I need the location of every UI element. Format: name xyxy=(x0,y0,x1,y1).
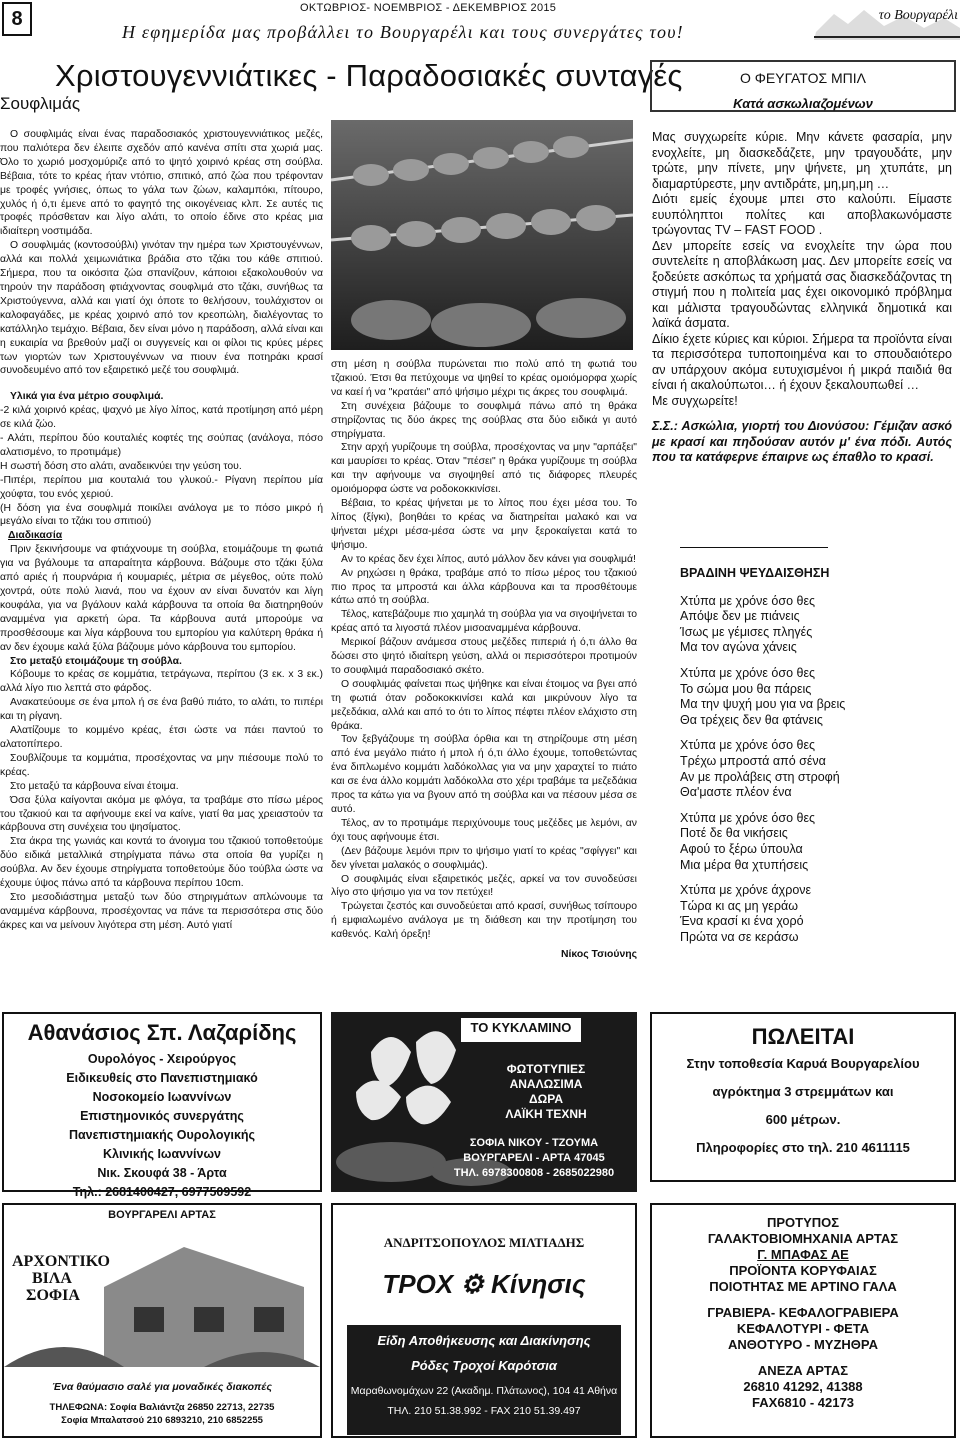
hotel-name: ΑΡΧΟΝΤΙΚΟ xyxy=(12,1253,110,1270)
poem-line: Τώρα κι ας μη γεράω xyxy=(680,898,798,913)
issue-date: ΟΚΤΩΒΡΙΟΣ- ΝΟΕΜΒΡΙΟΣ - ΔΕΚΕΜΒΡΙΟΣ 2015 xyxy=(300,2,557,14)
ad-troxkinisis xyxy=(331,1203,637,1438)
paragraph: Μας συγχωρείτε κύριε. Μην κάνετε φασαρία, μην ενοχλείτε, μη διασκεδάζετε, μην τραγουδάτε, μην τρώτε, μην πίνετε, μην ψήνετε, μη χτυπάτε, μη διαμαρτύρεστε, μην αντιδράτε, μη,μη,μη … xyxy=(652,130,952,191)
recipe-column-1 xyxy=(0,128,323,933)
editor-note: Σ.Σ.: Ασκώλια, γιορτή του Διονύσου: Γέμιζαν ασκό με κρασί και πηδούσαν αυτόν μ' ένα πόδι. Αυτός που τα κατάφερνε έπαιρνε ως έπαθλο το κρασί. xyxy=(652,419,952,464)
poem-line: Τρέχω μπροστά από σένα xyxy=(680,753,826,768)
ingredient: -2 κιλά χοιρινό κρέας, ψαχνό με λίγο λίπος, κατά προτίμηση από μέρη σε κιλά ζώο. xyxy=(0,405,323,431)
hotel-slogan: Ένα θαύμασιο σαλέ για μοναδικές διακοπές xyxy=(52,1381,272,1393)
paragraph: στη μέση η σούβλα πυρώνεται πιο πολύ από τη φωτιά του τζακιού. Έτσι θα πετύχουμε να ψηθεί το κρέας ομοιόμορφα χωρίς να καεί ή να "κρατάει" από ψήσιμο μέχρι τις άκρες του σουφλιμά. xyxy=(331,359,637,398)
company-address: Μαραθωνομάχων 22 (Ακαδημ. Πλάτωνος), 104 41 Αθήνα xyxy=(350,1385,618,1397)
ad-kyklamino xyxy=(331,1012,637,1192)
page-headline: Χριστουγεννιάτικες - Παραδοσιακές συνταγές xyxy=(55,58,683,93)
article-title: Ο ΦΕΥΓΑΤΟΣ ΜΠΙΛ xyxy=(739,70,867,86)
company-desc: Ρόδες Τροχοί Καρότσια xyxy=(411,1358,557,1373)
hotel-location: ΒΟΥΡΓΑΡΕΛΙ ΑΡΤΑΣ xyxy=(108,1209,216,1221)
poem-title: ΒΡΑΔΙΝΗ ΨΕΥΔΑΙΣΘΗΣΗ xyxy=(680,566,830,580)
poem xyxy=(680,566,940,955)
dairy-line: ΑΝΘΟΤΥΡΟ - ΜΥΖΗΘΡΑ xyxy=(728,1337,878,1352)
procedure-subtitle: Στο μεταξύ ετοιμάζουμε τη σούβλα. xyxy=(10,655,182,667)
paragraph: (Δεν βάζουμε λεμόνι πριν το ψήσιμο γιατί το κρέας "σφίγγει" και δεν γίνεται μαλακός ο σουφλιμάς). xyxy=(331,845,637,871)
company-desc: Είδη Αποθήκευσης και Διακίνησης xyxy=(377,1333,591,1348)
dairy-line: ΠΡΟΪΟΝΤΑ ΚΟΡΥΦΑΙΑΣ xyxy=(729,1263,877,1278)
paragraph: Διότι εμείς έχουμε μπει στο καλούπι. Είμαστε ευυπόληπτοι πολίτες και αποβλακωνόμαστε τρώγοντας TV – FAST FOOD . xyxy=(652,192,952,237)
poem-line: Χτύπα με χρόνε όσο θες xyxy=(680,738,816,753)
ingredient: - Αλάτι, περίπου δύο κουταλιές κοφτές της σούπας (ανάλογα, πόσο αλατισμένο, το προτιμάμε) xyxy=(0,433,323,458)
procedure-title: Διαδικασία xyxy=(8,530,63,542)
ad-line: Ουρολόγος - Χειρούργος xyxy=(87,1052,237,1066)
company-name: ΑΝΔΡΙΤΣΟΠΟΥΛΟΣ ΜΙΛΤΙΑΔΗΣ xyxy=(383,1235,585,1250)
shop-phone: ΤΗΛ. 6978300808 - 2685022980 xyxy=(453,1167,615,1179)
brand-name-1: ΤΡΟΧ xyxy=(382,1269,454,1299)
company-phone: ΤΗΛ. 210 51.38.992 - FAX 210 51.39.497 xyxy=(387,1405,581,1417)
article-header-box xyxy=(650,60,956,112)
poem-line: Ποτέ δε θα νικήσεις xyxy=(680,826,788,841)
paragraph: Ο σουφλιμάς είναι εξαιρετικός μεζές, αρκεί να τον συνοδεύσει λίγο στο ψήσιμο για να τον πετύχει! xyxy=(331,873,637,899)
sale-line: αγρόκτημα 3 στρεμμάτων και xyxy=(712,1084,894,1099)
shop-item: ΦΩΤΟΤΥΠΙΕΣ xyxy=(506,1062,586,1076)
wheel-icon: ⚙ xyxy=(460,1269,484,1299)
paragraph: Δεν μπορείτε εσείς να ενοχλείτε την ώρα που συντελείτε η αποβλάκωση μας. Δεν μπορείτε εσείς να ξοδεύετε ασκόπως τα χρήματά σας διασκεδάζοντας τη στιγμή που η πολιτεία μας έχει οικονομικό πρόβλημα και μάλιστα τραγουδώντας ελληνικά δημοτικά και λαϊκά άσματα. xyxy=(652,238,952,330)
poem-line: Χτύπα με χρόνε άχρονε xyxy=(680,883,812,898)
section-title: Σουφλιμάς xyxy=(0,94,81,113)
dairy-line: Γ. ΜΠΑΦΑΣ ΑΕ xyxy=(757,1247,849,1262)
dairy-line: ΑΝΕΖΑ ΑΡΤΑΣ xyxy=(757,1363,849,1378)
ad-line: Επιστημονικός συνεργάτης xyxy=(80,1109,244,1123)
poem-line: Απόψε δεν με πιάνεις xyxy=(680,609,800,624)
shop-name: ΤΟ ΚΥΚΛΑΜΙΝΟ xyxy=(470,1020,572,1035)
ad-doctor xyxy=(2,1012,322,1199)
shop-item: ΑΝΑΛΩΣΙΜΑ xyxy=(509,1077,583,1091)
sale-line: Πληροφορίες στο τηλ. 210 4611115 xyxy=(696,1140,910,1155)
ingredients-title: Υλικά για ένα μέτριο σουφλιμά. xyxy=(10,391,164,403)
divider xyxy=(680,547,828,548)
masthead-title: το Βουργαρέλι xyxy=(878,8,958,23)
page-number: 8 xyxy=(2,2,32,36)
paragraph: Κόβουμε το κρέας σε κομμάτια, τετράγωνα, περίπου (3 εκ. x 3 εκ.) αλλά λίγο πιο λεπτά στο φάρδος. xyxy=(0,669,323,695)
ad-villa-sofia xyxy=(2,1203,322,1438)
ad-line: Ειδικευθείς στο Πανεπιστημιακό xyxy=(66,1071,258,1085)
dairy-line: ΚΕΦΑΛΟΤΥΡΙ - ΦΕΤΑ xyxy=(736,1321,870,1336)
paragraph: Αλατίζουμε το κομμένο κρέας, έτσι ώστε να πάει παντού το αλατοπίπερο. xyxy=(0,725,323,750)
paragraph: Τον ξεβγάζουμε τη σούβλα όρθια και τη στηρίζουμε στη μέση από ένα μεγάλο πιάτο ή μπολ ή ό,τι άλλο έχουμε, τοποθετώντας ένα διπλωμένο κομμάτι λαδόκολλας για να μην χαραχτεί το πιάτο και σε ένα άλλο κομμάτι λαδόκολλα στο χέρι τραβάμε τα μεζεδάκια προς τα κάτω για να βγουν από τη σούβλα και να πέσουν μέσα σε αυτό. xyxy=(331,734,637,815)
dairy-line: ΓΑΛΑΚΤΟΒΙΟΜΗΧΑΝΙΑ ΑΡΤΑΣ xyxy=(707,1231,899,1246)
poem-line: Πρώτα να σε κεράσω xyxy=(680,929,799,944)
dairy-line: FAX6810 - 42173 xyxy=(752,1395,854,1410)
paragraph: Τέλος, κατεβάζουμε πιο χαμηλά τη σούβλα για να σιγοψήνεται το κρέας από τα λιγοστά πλέον μισοαναμμένα κάρβουνα. xyxy=(331,609,637,635)
poem-line: Χτύπα με χρόνε όσο θες xyxy=(680,810,816,825)
sale-title: ΠΩΛΕΙΤΑΙ xyxy=(751,1024,855,1049)
shop-owner: ΣΟΦΙΑ ΝΙΚΟΥ - ΤΖΟΥΜΑ xyxy=(469,1137,599,1149)
ad-line: Κλινικής Ιωαννίνων xyxy=(102,1147,221,1161)
paragraph: Βέβαια, το κρέας ψήνεται με το λίπος που έχει μέσα του. Το λίπος (ξίγκι), βοηθάει το κρέας να διατηρείται μαλακό και να ψήνεται μέχρι μέσα-μέσα ώστε να μην ξεροκαίγεται κατά το ψήσιμο. xyxy=(331,498,637,551)
sale-line: 600 μέτρων. xyxy=(765,1112,841,1127)
hotel-name: ΣΟΦΙΑ xyxy=(26,1287,80,1304)
brand-name-2: Κίνησις xyxy=(490,1269,586,1299)
recipe-column-2 xyxy=(331,358,637,962)
shop-items xyxy=(461,1062,631,1122)
paragraph: Στο μεταξύ τα κάρβουνα είναι έτοιμα. xyxy=(10,780,179,792)
paragraph: Σουβλίζουμε τα κομμάτια, προσέχοντας να μην πιέσουμε πολύ το κρέας. xyxy=(0,752,323,778)
dairy-line: ΠΡΟΤΥΠΟΣ xyxy=(766,1215,840,1230)
masthead-logo xyxy=(814,2,960,40)
ad-line: Τηλ.: 2681400427, 6977509592 xyxy=(72,1185,252,1199)
poem-line: Θα'μαστε πλέον ένα xyxy=(680,785,792,800)
poem-line: Αφού το ξέρω ύπουλα xyxy=(680,841,803,856)
paragraph: Τρώγεται ζεστός και συνοδεύεται από κρασί, συνήθως τσίπουρο ή εμφιαλωμένο ανάλογα με τη διάθεση και την προτίμηση του καθενός. Καλή όρεξη! xyxy=(331,901,637,941)
photo-graphic xyxy=(331,120,633,350)
ad-line: Πανεπιστημιακής Ουρολογικής xyxy=(68,1128,256,1142)
paragraph: Στη συνέχεια βάζουμε το σουφλιμά πάνω από τη θράκα στηρίζοντας τις δύο άκρες της σούβλας στα δύο ειδικά γι αυτό στηρίγματα. xyxy=(331,400,637,440)
ingredient: -Πιπέρι, περίπου μια κουταλιά του γλυκού.- Ρίγανη περίπου μία χούφτα, του ενός χεριού. xyxy=(0,474,323,500)
paragraph: Στα άκρα της γωνιάς και κοντά το άνοιγμα του τζακιού τοποθετούμε δύο ειδικά μεταλλικά στηρίγματα πάνω στα οποία θα γυρίζει η σούβλα. Αν δεν έχουμε στηρίγματα τοποθετούμε δύο τούβλα ώστε να έχουμε ύψος πάνω από τα κάρβουνα περίπου 10cm. xyxy=(0,836,323,890)
dairy-line: 26810 41292, 41388 xyxy=(743,1379,863,1394)
hotel-name: ΒΙΛΑ xyxy=(32,1270,72,1287)
poem-line: Θα τρέχεις δεν θα φτάνεις xyxy=(680,712,823,727)
ingredient: (Η δόση για ένα σουφλιμά ποικίλει ανάλογα με το πόσο μικρό ή μεγάλο είναι το τζάκι του σπιτιού) xyxy=(0,502,323,528)
paragraph: Ο σουφλιμάς φαίνεται πως ψήθηκε και είναι έτοιμος να βγει από τη φωτιά όταν ροδοκοκκινίσει καλά και μικρύνουν λίγο τα μεζεδάκια, αλλά και από το ότι το λίπος πέφτει πλέον ελάχιστο στη θράκα. xyxy=(331,678,637,732)
ad-line: Νικ. Σκουφά 38 - Άρτα xyxy=(97,1166,227,1180)
ad-line: Νοσοκομείο Ιωαννίνων xyxy=(92,1090,232,1104)
paragraph: Μερικοί βάζουν ανάμεσα στους μεζέδες πιπεριά ή ό,τι άλλο θα δώσει στο ψητό ιδιαίτερη γεύση, αλλά οι περισσότεροι προτιμούν το σουφλιμά παραδοσιακό σκέτο. xyxy=(331,637,637,676)
poem-line: Χτύπα με χρόνε όσο θες xyxy=(680,593,816,608)
hotel-phone: ΤΗΛΕΦΩΝΑ: Σοφία Βαλιάντζα 26850 22713, 22735 xyxy=(49,1402,275,1413)
sale-line: Στην τοποθεσία Καρυά Βουργαρελίου xyxy=(686,1056,920,1071)
hotel-phone: Σοφία Μπαλατσού 210 6893210, 210 6852255 xyxy=(61,1415,263,1426)
paragraph: Στο μεσοδιάστημα μεταξύ των δύο στηριγμάτων απλώνουμε τα αναμμένα κάρβουνα, προσέχοντας να πάνε τα περισσότερα στις δύο άκρες και να μείνουν λιγότερα στη μέση. Αυτό γιατί xyxy=(0,891,323,931)
paragraph: Τέλος, αν το προτιμάμε περιχύνουμε τους μεζέδες με λεμόνι, αν όχι τους αφήνουμε έτσι. xyxy=(331,817,637,843)
dairy-line: ΓΡΑΒΙΕΡΑ- ΚΕΦΑΛΟΓΡΑΒΙΕΡΑ xyxy=(707,1305,899,1320)
poem-line: Το σώμα μου θα πάρεις xyxy=(680,681,812,696)
shop-item: ΛΑΪΚΗ ΤΕΧΝΗ xyxy=(505,1107,587,1121)
souvlaki-photo xyxy=(331,120,633,350)
poem-line: Μια μέρα θα χτυπήσεις xyxy=(680,857,809,872)
author: Νίκος Τσιούνης xyxy=(561,949,637,961)
dairy-line: ΠΟΙΟΤΗΤΑΣ ΜΕ ΑΡΤΙΝΟ ΓΑΛΑ xyxy=(709,1279,897,1294)
poem-line: Αν με προλάβεις στη στροφή xyxy=(680,769,840,784)
paragraph: Με συγχωρείτε! xyxy=(652,393,738,408)
poem-line: Μα την ψυχή μου για να βρεις xyxy=(680,697,846,712)
slogan: Η εφημερίδα μας προβάλλει το Βουργαρέλι και τους συνεργάτες του! xyxy=(122,22,684,42)
paragraph: Δίκιο έχετε κύριες και κύριοι. Σήμερα τα προϊόντα είναι τα περισσότερα τυποποιημένα και το σπουδαιότερο αν υπάρχουν ακόμα ευτυχισμένοι ή μικρά παιδιά θα είναι ή ακαλούπωτοι… ή έχουν ξεκαλουπωθεί … xyxy=(652,331,952,392)
shop-item: ΔΩΡΑ xyxy=(528,1092,564,1106)
ad-for-sale xyxy=(650,1012,956,1182)
ingredient: Η σωστή δόση στο αλάτι, αναδεικνύει την γεύση του. xyxy=(0,460,242,472)
poem-line: Ίσως με γέμισες πληγές xyxy=(680,624,813,639)
paragraph: Πριν ξεκινήσουμε να φτιάχνουμε τη σούβλα, ετοιμάζουμε τη φωτιά για να βγάλουμε τα απαραίτητα κάρβουνα. Βάζουμε στο τζάκι ξύλα από αριές ή πουρνάρια ή κουμαριές, μέτρια σε μέγεθος, ούτε πολύ χοντρά, ούτε πολύ λιανά, που να έχουν αν είναι δυνατόν και λίγη κουφάλα, για να βγάλουν καλά κάρβουνα τα οποία θα διατηρηθούν αναμμένα για αρκετή ώρα. Τα κάρβουνα αυτά μπορούμε να προσθέσουμε και λίγα κάρβουνα του εμπορίου για καλύτερη θράκα ή αν δεν έχουμε καλά ξύλα βάζουμε μόνο κάρβουνα του εμπορίου. xyxy=(0,544,323,653)
poem-line: Χτύπα με χρόνε όσο θες xyxy=(680,665,816,680)
opinion-column xyxy=(652,130,952,466)
poem-line: Μα τον αγώνα χάνεις xyxy=(680,640,797,655)
paragraph: Ο σουφλιμάς (κοντοσούβλι) γινόταν την ημέρα των Χριστουγέννων, αλλά και πολλά χειμωνιάτικα βράδια στο τζάκι του κάθε σπιτιού. Σήμερα, που τα οικόσιτα ζώα σπανίζουν, κάποιοι εξακολουθούν να τηρούν την παράδοση φτιάχνοντας σουφλιμά στο τζάκι, συνήθως τα Χριστούγεννα, αλλά και γιατί όχι όποτε το θελήσουν, τουλάχιστον οι καλοφαγάδες, με κρέας χοιρινό από τον κρεοπώλη, διαλέγοντας το κατάλληλο τεμάχιο. Βέβαια, δεν είναι μόνο η παράδοση, αλλά είναι και η ευκαιρία να βρεθούν μαζί οι συγγενείς και οι φίλοι τις κρύες μέρες των γιορτών των Χριστουγέννων να πιουν ένα ποτηράκι κρασί συνοδευμένο από τον εξαιρετικό μεζέ του σουφλιμά. xyxy=(0,240,323,377)
paragraph: Ανακατεύουμε σε ένα μπολ ή σε ένα βαθύ πιάτο, το αλάτι, το πιπέρι και τη ρίγανη. xyxy=(0,697,323,723)
poem-line: Ένα κρασί κι ένα χορό xyxy=(680,914,804,929)
article-subtitle: Κατά ασκωλιαζομένων xyxy=(733,96,873,111)
ad-dairy xyxy=(650,1203,956,1438)
paragraph: Στην αρχή γυρίζουμε τη σούβλα, προσέχοντας να μην "αρπάξει" και μαυρίσει το κρέας. Όταν "πέσει" η θράκα γυρίζουμε τη σούβλα και την αφήνουμε να σιγοψηθεί από τις διάφορες πλευρές ομοιόμορφα ώστε να ροδοκοκκινίσει. xyxy=(331,442,637,496)
ad-doctor-name: Αθανάσιος Σπ. Λαζαρίδης xyxy=(27,1020,297,1045)
paragraph: Όσα ξύλα καίγονται ακόμα με φλόγα, τα τραβάμε στο πίσω μέρος του τζακιού και τα αφήνουμε εκεί να καίνε, γιατί θα μας χρειαστούν τα κάρβουνα στη συνέχεια του ψησίματος. xyxy=(0,794,323,834)
shop-address: ΒΟΥΡΓΑΡΕΛΙ - ΑΡΤΑ 47045 xyxy=(463,1152,605,1164)
paragraph: Ο σουφλιμάς είναι ένας παραδοσιακός χριστουγεννιάτικος μεζές, που παλιότερα δεν έλειπε σχεδόν από κανένα σπίτι στα χωριά μας. Όλο το χωριό μοσχομύριζε από το ψητό χοιρινό κρέας στη σούβλα. Βέβαια, τότε το κρέας ήταν ντόπιο, σπιτικό, από ζώα που τρέφονταν με τροφές γνήσιες, όπως το γάλα των ζώων, καλαμπόκι, πίτουρο, χυλός ή ό,τι έμενε από το φαγητό της οικογένειας κλπ. Σε αυτές τις τροφές πρόσθεταν και λίγο αλάτι, το οποίο έδινε στο κρέας μια ιδιαίτερη νοστιμάδα. xyxy=(0,129,323,238)
paragraph: Αν το κρέας δεν έχει λίπος, αυτό μάλλον δεν κάνει για σουφλιμά! xyxy=(341,553,636,565)
paragraph: Αν ρηχώσει η θράκα, τραβάμε από το πίσω μέρος του τζακιού πιο προς τα μπροστά και άλλα κάρβουνα και τα προσθέτουμε κάτω από τη σούβλα. xyxy=(331,567,637,607)
